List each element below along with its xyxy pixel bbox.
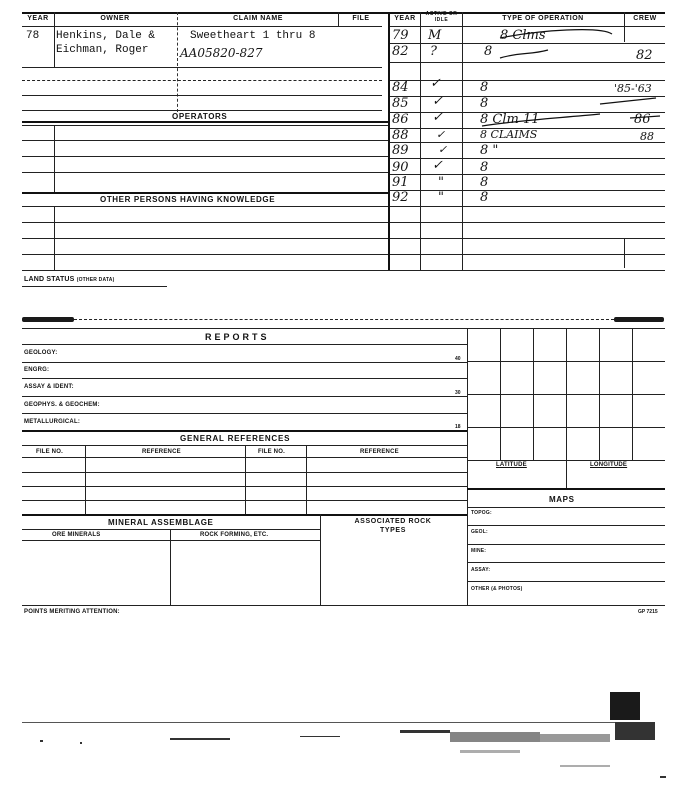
- grid-row: [467, 361, 665, 362]
- map-row-label: GEOL:: [471, 529, 488, 535]
- maps-row-line: [467, 562, 665, 563]
- lat-long-bottom: [467, 488, 665, 490]
- ref-reference-header: REFERENCE: [142, 449, 181, 455]
- mineral-row-line: [22, 540, 320, 541]
- longitude-label: LONGITUDE: [590, 462, 628, 468]
- file-header: FILE: [352, 15, 370, 22]
- reports-row-line: [22, 344, 467, 345]
- maps-heading: MAPS: [549, 495, 575, 504]
- activity-status: ": [438, 190, 444, 205]
- activity-year: 79: [392, 28, 409, 43]
- ref-col-divider: [245, 445, 246, 514]
- activity-status: ✓: [436, 128, 446, 141]
- activity-type: 8 Clms: [500, 28, 546, 43]
- activity-type: 8: [480, 96, 489, 111]
- activity-year: 89: [392, 143, 409, 158]
- claim-line-2-handwritten: AA05820-827: [180, 46, 263, 60]
- reports-top-line: [74, 319, 614, 320]
- activity-crew: 86: [634, 112, 651, 127]
- report-row-number: 18: [455, 424, 461, 430]
- activity-crew: 88: [640, 130, 654, 143]
- report-row-label: ENGRG:: [24, 367, 50, 373]
- edge-mark-left: [22, 317, 74, 322]
- crew-header: CREW: [633, 15, 657, 22]
- operators-heading: OPERATORS: [172, 112, 228, 121]
- activity-type: 8: [484, 44, 493, 59]
- reports-row-line: [22, 430, 467, 432]
- map-row-label: TOPOG:: [471, 510, 492, 516]
- mineral-bottom-line: [22, 605, 665, 606]
- mineral-assemblage-heading: MINERAL ASSEMBLAGE: [108, 518, 214, 527]
- form-number: GP 7215: [638, 609, 658, 615]
- owner-header: OWNER: [100, 15, 130, 22]
- report-row-label: GEOPHYS. & GEOCHEM:: [24, 402, 100, 408]
- owner-line-1: Henkins, Dale &: [56, 30, 156, 42]
- report-row-number: 40: [455, 356, 461, 362]
- activity-year: 92: [392, 190, 409, 205]
- reports-row-line: [22, 396, 467, 397]
- activity-year: 91: [392, 175, 409, 190]
- entry-year: 78: [26, 30, 40, 42]
- activity-crew: 82: [636, 48, 653, 63]
- map-row-label: OTHER (& PHOTOS): [471, 586, 523, 592]
- reports-right-divider: [467, 328, 468, 605]
- points-meriting-attention: POINTS MERITING ATTENTION:: [24, 609, 120, 615]
- activity-year: 86: [392, 112, 409, 127]
- activity-type: 8: [480, 160, 489, 175]
- activity-status: ✓: [432, 158, 443, 173]
- report-row-label: ASSAY & IDENT:: [24, 384, 74, 390]
- activity-year: 85: [392, 96, 409, 111]
- activity-year: 84: [392, 80, 409, 95]
- activity-year: 90: [392, 160, 409, 175]
- claim-line-1: Sweetheart 1 thru 8: [190, 30, 316, 42]
- activity-status: ": [438, 175, 444, 190]
- active-idle-header: ACTIVE OR IDLE: [425, 11, 458, 23]
- activity-status: ✓: [432, 110, 443, 125]
- land-status-heading: LAND STATUS (OTHER DATA): [24, 276, 115, 283]
- activity-status: M: [428, 28, 442, 43]
- type-of-operation-header: TYPE OF OPERATION: [502, 15, 584, 22]
- claim-name-header: CLAIM NAME: [233, 15, 283, 22]
- maps-row-line: [467, 544, 665, 545]
- mineral-row-line: [22, 529, 320, 530]
- map-row-label: ASSAY:: [471, 567, 491, 573]
- activity-type: 8: [480, 80, 489, 95]
- latitude-label: LATITUDE: [496, 462, 527, 468]
- edge-mark-right: [614, 317, 664, 322]
- maps-row-line: [467, 507, 665, 508]
- map-row-label: MINE:: [471, 548, 487, 554]
- year2-header: YEAR: [394, 15, 416, 22]
- activity-type: 8: [480, 175, 489, 190]
- reports-heading: REPORTS: [205, 332, 270, 342]
- associated-rock-types-heading: ASSOCIATED ROCK TYPES: [354, 518, 432, 534]
- grid-row: [467, 427, 665, 428]
- activity-status: ✓: [432, 94, 443, 109]
- rock-types-divider: [320, 514, 321, 605]
- reports-row-line: [22, 362, 467, 363]
- activity-year: 82: [392, 44, 409, 59]
- activity-year: 88: [392, 128, 409, 143]
- report-row-label: GEOLOGY:: [24, 350, 58, 356]
- activity-type: 8: [480, 190, 489, 205]
- activity-type: 8 Clm 11: [480, 112, 540, 127]
- general-references-heading: GENERAL REFERENCES: [180, 434, 291, 443]
- rock-forming-header: ROCK FORMING, ETC.: [200, 532, 269, 538]
- report-row-number: 30: [455, 390, 461, 396]
- grid-col: [566, 328, 567, 488]
- ref-file-no-header: FILE NO.: [36, 449, 63, 455]
- activity-status: ✓: [438, 143, 448, 156]
- year-header: YEAR: [27, 15, 49, 22]
- maps-row-line: [467, 525, 665, 526]
- ore-minerals-header: ORE MINERALS: [52, 532, 101, 538]
- scan-noise: [0, 720, 678, 806]
- reports-row-line: [22, 378, 467, 379]
- other-persons-heading: OTHER PERSONS HAVING KNOWLEDGE: [100, 195, 276, 204]
- grid-row: [467, 460, 665, 461]
- activity-type: 8 CLAIMS: [480, 128, 538, 141]
- grid-row: [467, 394, 665, 395]
- ref-col-divider: [85, 445, 86, 514]
- scan-artifact-block: [610, 692, 640, 720]
- activity-crew: '85-'63: [614, 82, 652, 95]
- ref-reference-header-2: REFERENCE: [360, 449, 399, 455]
- ref-col-divider: [306, 445, 307, 514]
- activity-status: ?: [430, 44, 437, 59]
- mineral-col-divider: [170, 529, 171, 605]
- activity-status: ✓: [430, 76, 441, 91]
- reports-row-line: [22, 413, 467, 414]
- land-status-underline: [22, 286, 167, 287]
- activity-type: 8 ": [480, 143, 499, 158]
- owner-line-2: Eichman, Roger: [56, 44, 149, 56]
- ref-bottom-line: [22, 514, 467, 516]
- ref-file-no-header-2: FILE NO.: [258, 449, 285, 455]
- maps-row-line: [467, 581, 665, 582]
- report-row-label: METALLURGICAL:: [24, 419, 81, 425]
- reports-border: [22, 328, 665, 329]
